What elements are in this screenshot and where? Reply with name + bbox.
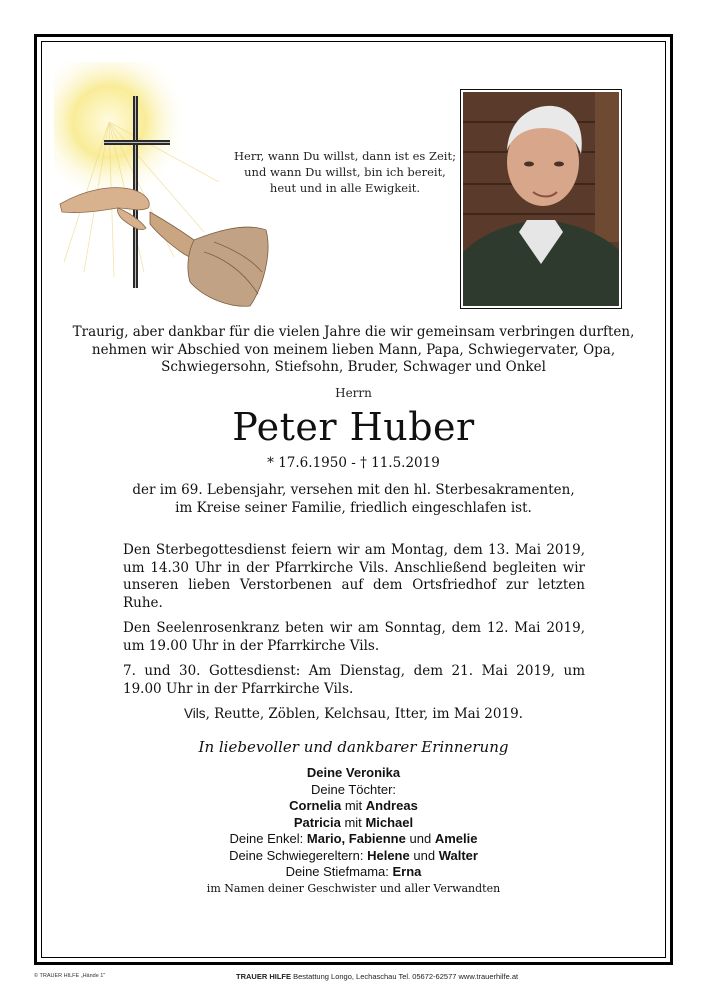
deceased-name: Peter Huber	[232, 405, 475, 449]
verse-line: Herr, wann Du willst, dann ist es Zeit;	[234, 149, 456, 163]
place-rest: , Reutte, Zöblen, Kelchsau, Itter, im Mai 2019.	[205, 706, 523, 722]
place-and-date	[60, 706, 647, 722]
service-details	[123, 542, 585, 706]
memory-line: In liebevoller und dankbarer Erinnerung	[198, 738, 509, 756]
footer-details: Bestattung Longo, Lechaschau Tel. 05672-62577 www.trauerhilfe.at	[291, 972, 519, 981]
memorial-service-text: 7. und 30. Gottesdienst: Am Dienstag, dem 21. Mai 2019, um 19.00 Uhr in der Pfarrkirche Vils.	[123, 663, 585, 697]
passing-line: der im 69. Lebensjahr, versehen mit den hl. Sterbesakramenten,	[132, 482, 575, 498]
footer-brand: TRAUER HILFE	[236, 972, 291, 981]
family-stepmother: Deine Stiefmama: Erna	[285, 864, 422, 879]
family-grandchildren: Deine Enkel: Mario, Fabienne und Amelie	[229, 831, 478, 846]
family-inlaws: Deine Schwiegereltern: Helene und Walter	[229, 847, 478, 863]
family-daughter-1: Cornelia mit Andreas	[289, 798, 418, 813]
family-closing: im Namen deiner Geschwister und aller Verwandten	[206, 881, 501, 895]
intro-line: Traurig, aber dankbar für die vielen Jahre die wir gemeinsam verbringen durften,	[72, 324, 635, 340]
verse-line: heut und in alle Ewigkeit.	[269, 181, 421, 195]
reaching-hand-left	[60, 188, 149, 230]
family-daughters-label: Deine Töchter:	[310, 781, 397, 797]
family-list	[60, 765, 647, 897]
intro-line: nehmen wir Abschied von meinem lieben Mann, Papa, Schwiegervater, Opa,	[91, 341, 616, 358]
passing-line: im Kreise seiner Familie, friedlich eingeschlafen ist.	[175, 499, 532, 516]
footer-imprint	[236, 972, 518, 981]
life-dates: * 17.6.1950 - † 11.5.2019	[267, 455, 440, 471]
passing-text	[60, 482, 647, 517]
rosary-text: Den Seelenrosenkranz beten wir am Sonntag, dem 12. Mai 2019, um 19.00 Uhr in der Pfarrkirche Vils.	[123, 620, 585, 654]
bible-verse	[226, 148, 464, 196]
portrait-photo	[463, 92, 619, 306]
funeral-service-text: Den Sterbegottesdienst feiern wir am Montag, dem 13. Mai 2019, um 14.30 Uhr in der Pfarrkirche Vils. Anschließend begleiten wir unseren lieben Verstorbenen auf dem Ortsfriedhof zur letzten Ruhe.	[123, 542, 585, 611]
salutation: Herrn	[335, 386, 372, 400]
intro-text	[60, 324, 647, 377]
verse-line: und wann Du willst, bin ich bereit,	[244, 165, 446, 179]
copyright-note: © TRAUER HILFE „Hände 1"	[34, 973, 106, 979]
family-wife: Deine Veronika	[306, 765, 401, 780]
sun-glow	[54, 62, 189, 202]
place-town: Vils	[184, 706, 206, 721]
intro-line: Schwiegersohn, Stiefsohn, Bruder, Schwager und Onkel	[161, 359, 546, 375]
family-daughter-2: Patricia mit Michael	[293, 814, 414, 830]
reaching-hand-right	[150, 212, 268, 306]
